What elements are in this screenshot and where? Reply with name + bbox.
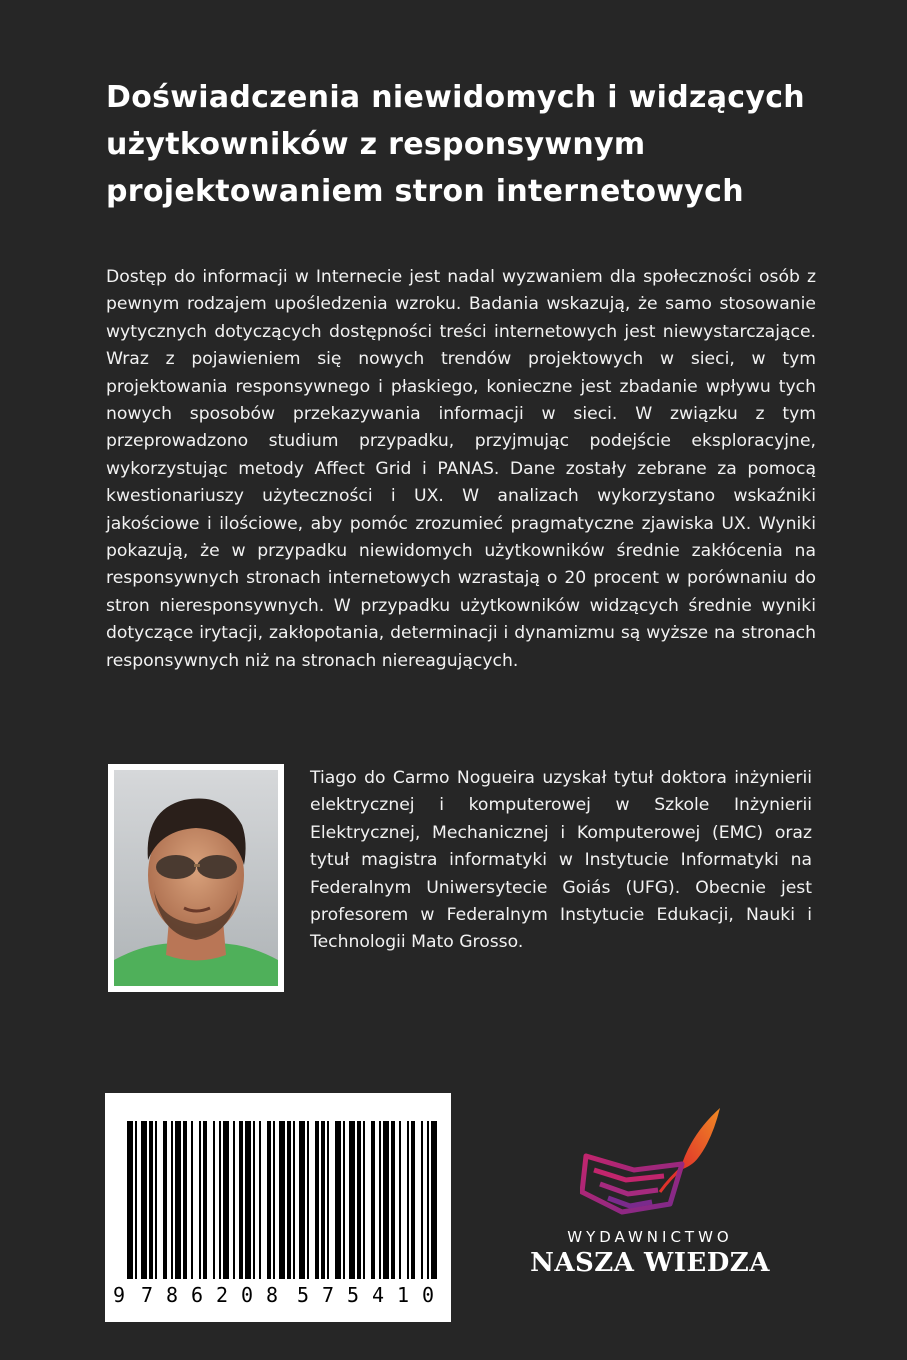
- barcode-bar: [213, 1121, 215, 1279]
- barcode-bar: [349, 1121, 355, 1279]
- isbn-digit: 6: [191, 1283, 204, 1307]
- barcode-bar: [245, 1121, 251, 1279]
- barcode-bar: [315, 1121, 319, 1279]
- barcode-bar: [383, 1121, 389, 1279]
- barcode-bars: [105, 1093, 451, 1283]
- barcode-bar: [239, 1121, 243, 1279]
- barcode-bar: [267, 1121, 271, 1279]
- barcode-bar: [127, 1121, 133, 1279]
- isbn-number: [105, 1283, 451, 1313]
- barcode-bar: [219, 1121, 221, 1279]
- isbn-digit: 5: [297, 1283, 310, 1307]
- barcode-bar: [357, 1121, 361, 1279]
- barcode-bar: [253, 1121, 255, 1279]
- isbn-digit: 7: [322, 1283, 335, 1307]
- barcode-bar: [171, 1121, 173, 1279]
- isbn-digit: 0: [241, 1283, 254, 1307]
- barcode-bar: [411, 1121, 415, 1279]
- barcode-bar: [363, 1121, 365, 1279]
- isbn-digit: 4: [372, 1283, 385, 1307]
- barcode-bar: [259, 1121, 261, 1279]
- barcode-bar: [175, 1121, 181, 1279]
- barcode-bar: [163, 1121, 167, 1279]
- book-abstract: Dostęp do informacji w Internecie jest nadal wyzwaniem dla społeczności osób z pewnym rodzajem upośledzenia wzroku. Badania wskazują, że samo stosowanie wytycznych dotyczących dostępności treści internetowych jest niewystarczające. Wraz z pojawieniem się nowych trendów projektowych w sieci, w tym projektowania responsywnego i płaskiego, konieczne jest zbadanie wpływu tych nowych sposobów przekazywania informacji w sieci. W związku z tym przeprowadzono studium przypadku, przyjmując podejście eksploracyjne, wykorzystując metody Affect Grid i PANAS. Dane zostały zebrane za pomocą kwestionariuszy użyteczności i UX. W analizach wykorzystano wskaźniki jakościowe i ilościowe, aby pomóc zrozumieć pragmatyczne zjawiska UX. Wyniki pokazują, że w przypadku niewidomych użytkowników średnie zakłócenia na responsywnych stronach internetowych wzrastają o 20 procent w porównaniu do stron nieresponsywnych. W przypadku użytkowników widzących średnie wyniki dotyczące irytacji, zakłopotania, determinacji i dynamizmu są wyższe na stronach responsywnych niż na stronach niereagujących.: [106, 267, 816, 671]
- book-quill-icon: [580, 1100, 725, 1225]
- isbn-barcode: [105, 1093, 451, 1322]
- isbn-digit: 8: [266, 1283, 279, 1307]
- barcode-bar: [293, 1121, 295, 1279]
- barcode-bar: [407, 1121, 409, 1279]
- barcode-bar: [399, 1121, 401, 1279]
- barcode-bar: [421, 1121, 423, 1279]
- barcode-bar: [135, 1121, 137, 1279]
- isbn-digit: 5: [347, 1283, 360, 1307]
- barcode-bar: [391, 1121, 395, 1279]
- barcode-bar: [183, 1121, 187, 1279]
- barcode-bar: [327, 1121, 329, 1279]
- barcode-bar: [371, 1121, 375, 1279]
- author-bio: Tiago do Carmo Nogueira uzyskał tytuł doktora inżynierii elektrycznej i komputerowej w Szkole Inżynierii Elektrycznej, Mechanicznej i Komputerowej (EMC) oraz tytuł magistra informatyki w Instytucie Informatyki na Federalnym Uniwersytecie Goiás (UFG). Obecnie jest profesorem w Federalnym Instytucie Edukacji, Nauki i Technologii Mato Grosso.: [310, 768, 812, 953]
- barcode-bar: [279, 1121, 285, 1279]
- isbn-digit: 8: [166, 1283, 179, 1307]
- isbn-digit: 1: [397, 1283, 410, 1307]
- barcode-bar: [233, 1121, 235, 1279]
- publisher-logo: [520, 1100, 780, 1290]
- isbn-digit: 2: [216, 1283, 229, 1307]
- isbn-digit: 9: [113, 1283, 126, 1307]
- isbn-digit: 7: [141, 1283, 154, 1307]
- barcode-bar: [203, 1121, 207, 1279]
- barcode-bar: [343, 1121, 345, 1279]
- barcode-bar: [431, 1121, 437, 1279]
- publisher-label: WYDAWNICTWO: [567, 1228, 733, 1246]
- barcode-bar: [149, 1121, 153, 1279]
- publisher-name: NASZA WIEDZA: [530, 1248, 770, 1278]
- book-title: Doświadczenia niewidomych i widzących użytkowników z responsywnym projektowaniem stron internetowych: [106, 80, 805, 209]
- barcode-bar: [199, 1121, 201, 1279]
- barcode-bar: [335, 1121, 341, 1279]
- barcode-bar: [191, 1121, 193, 1279]
- author-photo: [108, 764, 284, 992]
- barcode-bar: [307, 1121, 309, 1279]
- barcode-bar: [427, 1121, 429, 1279]
- barcode-bar: [155, 1121, 157, 1279]
- barcode-bar: [379, 1121, 381, 1279]
- author-portrait-icon: [114, 770, 278, 986]
- barcode-bar: [273, 1121, 275, 1279]
- barcode-bar: [287, 1121, 291, 1279]
- barcode-bar: [321, 1121, 325, 1279]
- barcode-bar: [141, 1121, 147, 1279]
- isbn-digit: 0: [422, 1283, 435, 1307]
- barcode-bar: [299, 1121, 305, 1279]
- barcode-bar: [223, 1121, 229, 1279]
